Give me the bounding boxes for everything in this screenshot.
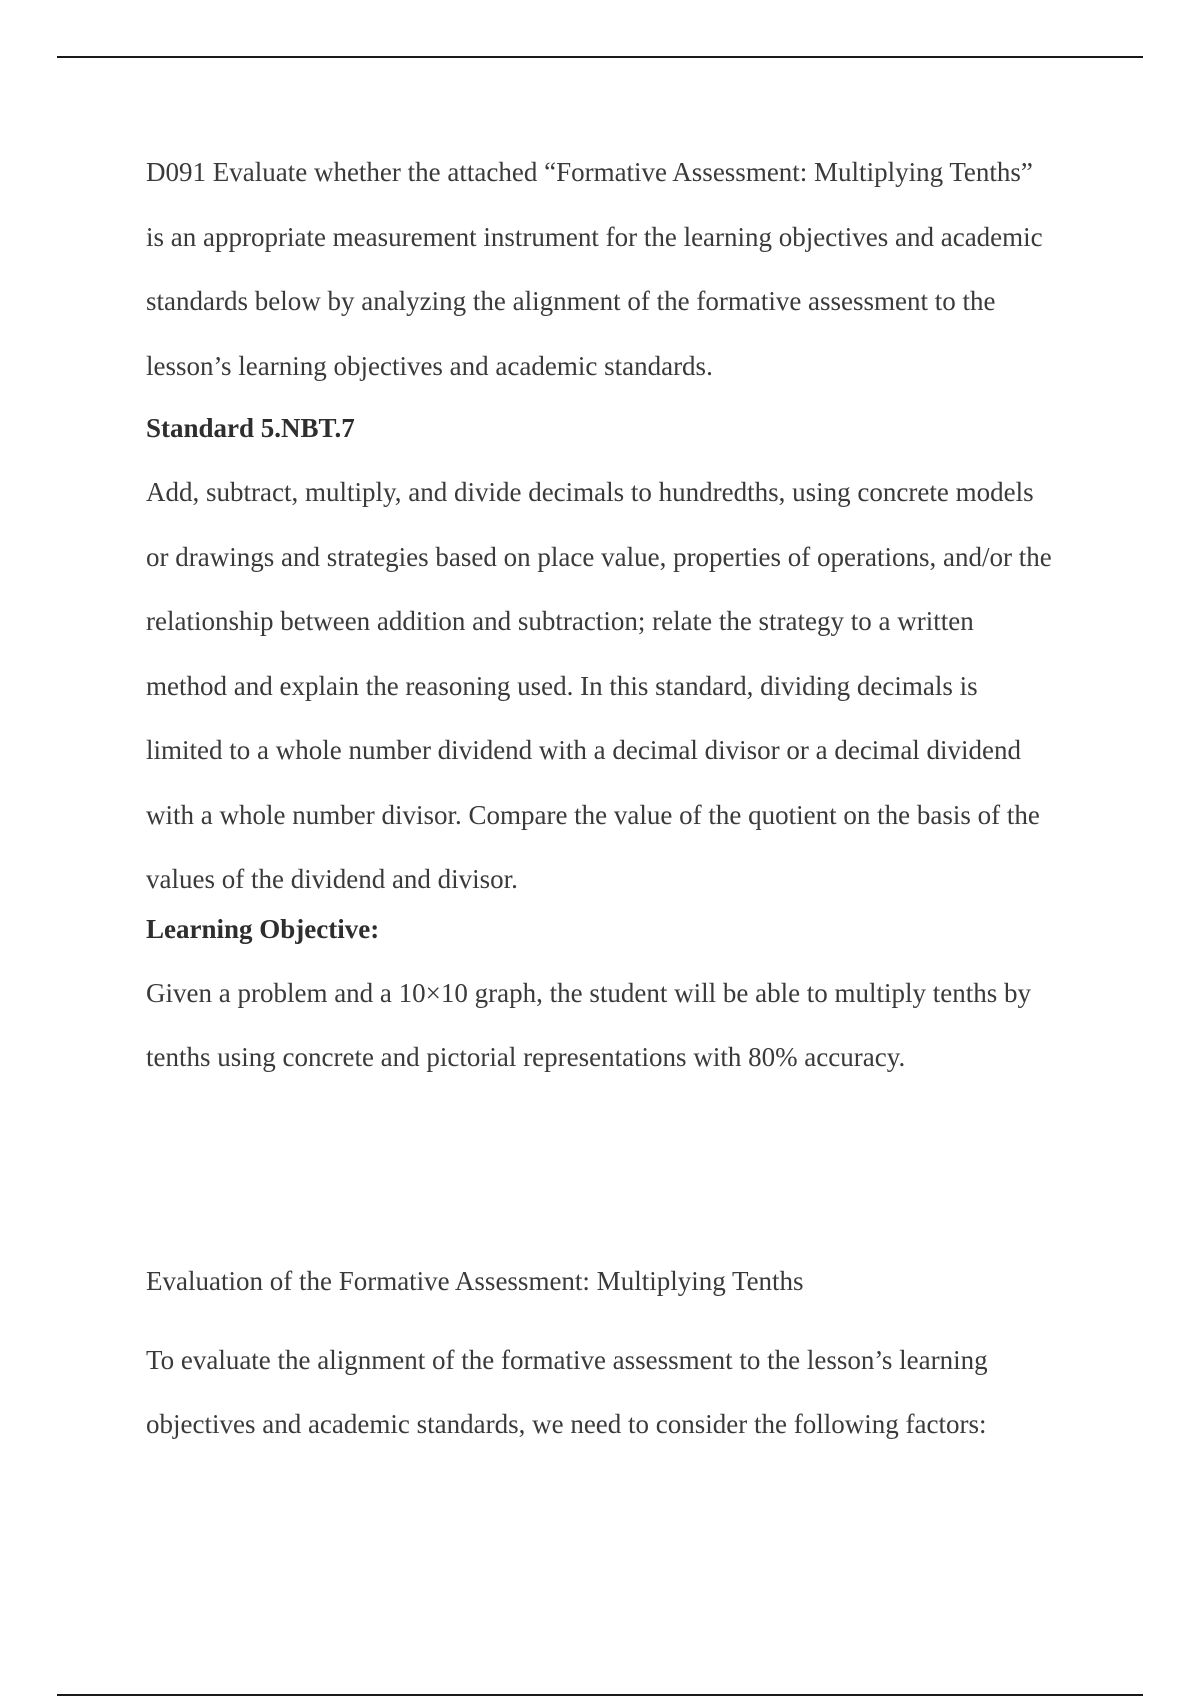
evaluation-title: Evaluation of the Formative Assessment: Multiplying Tenths bbox=[146, 1265, 804, 1296]
standard-paragraph: Add, subtract, multiply, and divide decimals to hundredths, using concrete models or drawings and strategies based on place value, properties of operations, and/or the relationship between addition and subtraction; relate the strategy to a written method and explain the reasoning used. In this standard, dividing decimals is limited to a whole number dividend with a decimal divisor or a decimal dividend with a whole number divisor. Compare the value of the quotient on the basis of the values of the dividend and divisor. bbox=[146, 477, 1052, 894]
intro-paragraph: D091 Evaluate whether the attached “Formative Assessment: Multiplying Tenths” is an appropriate measurement instrument for the learning objectives and academic standards below by analyzing the alignment of the formative assessment to the lesson’s learning objectives and academic standards. bbox=[146, 157, 1043, 381]
learning-objective-paragraph: Given a problem and a 10×10 graph, the student will be able to multiply tenths by tenths using concrete and pictorial representations with 80% accuracy. bbox=[146, 977, 1032, 1072]
learning-objective-heading: Learning Objective: bbox=[146, 913, 380, 944]
document-body bbox=[146, 140, 1056, 1457]
standard-heading: Standard 5.NBT.7 bbox=[146, 413, 355, 443]
evaluation-paragraph: To evaluate the alignment of the formative assessment to the lesson’s learning objectives and academic standards, we need to consider the following factors: bbox=[146, 1344, 988, 1439]
top-rule bbox=[57, 56, 1143, 58]
bottom-rule bbox=[57, 1694, 1143, 1696]
